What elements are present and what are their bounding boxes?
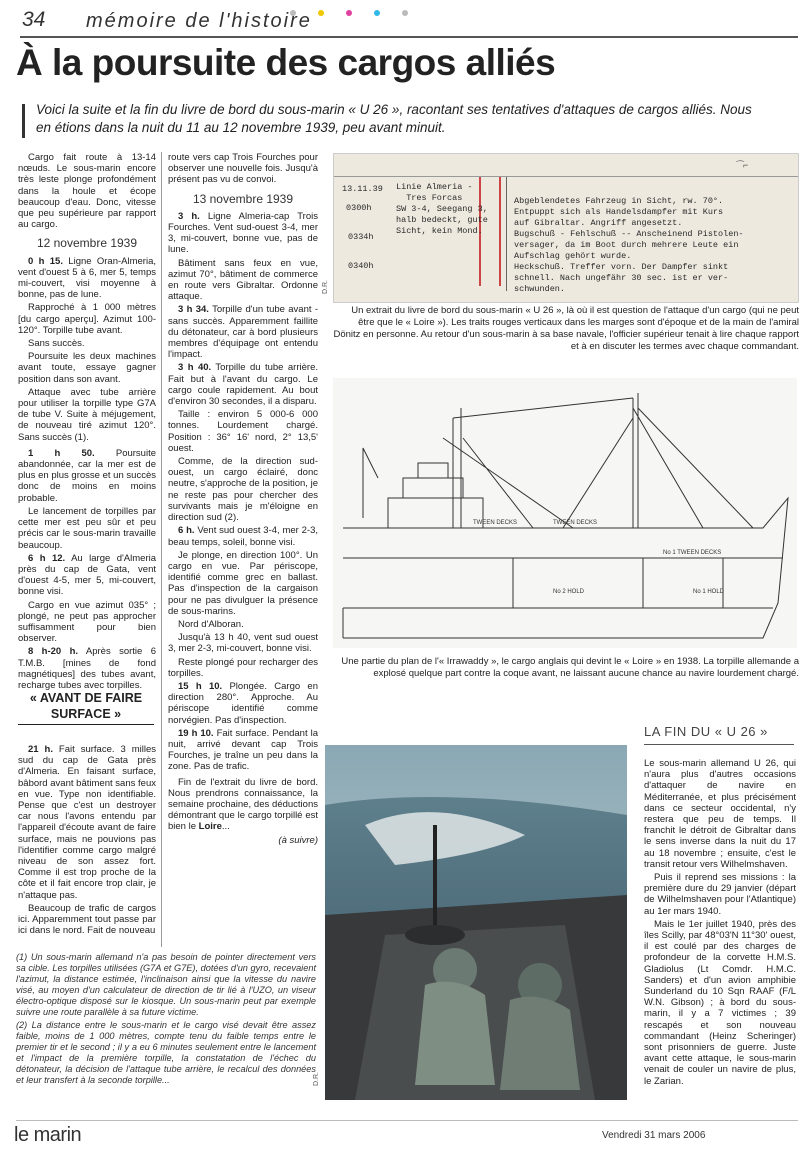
paragraph [18, 646, 156, 691]
magazine-logo: le marin [14, 1124, 82, 1146]
paragraph [18, 744, 156, 901]
logbook-date: 13.11.39 [342, 184, 383, 194]
ship-name: Loire [198, 821, 222, 833]
color-registration-dots [290, 3, 590, 9]
paragraph: Puis il reprend ses missions : la première dure du 29 janvier (départ de Wilhelmshaven pour l'Atlantique) au 1er mars 1940. [644, 872, 796, 917]
time-label: 0 h 15. [28, 255, 63, 267]
time-label: 6 h. [178, 525, 195, 537]
paragraph-text: Plongée. Cargo en direction 280°. Approche. Au périscope identifié comme norvégien. Pas d'inspection. [168, 680, 318, 726]
paragraph [168, 211, 318, 256]
caption-ship-plan: Une partie du plan de l'« Irrawaddy », le cargo anglais qui devint le « Loire » en 1938. La torpille allemande a explosé quelque part contre la coque avant, ne laissant aucune chance au navire lourdement chargé. [341, 656, 799, 679]
paragraph: Reste plongé pour recharger des torpilles. [168, 656, 318, 679]
footer-rule [16, 1120, 798, 1121]
rubric: mémoire de l'histoire [86, 10, 312, 32]
caption-logbook: Un extrait du livre de bord du sous-marin « U 26 », là où il est question de l'attaque d'un cargo (qui ne peut être que le « Loire »). Les traits rouges verticaux dans les marges sont d'époque et de la main de l'amiral Dönitz en personne. Au retour d'un sous-marin à sa base navale, l'officier supérieur tenait à lire chaque rapport et à en discuter les termes avec chaque commandant. [333, 305, 799, 352]
time-label: 15 h 10. [178, 680, 223, 692]
paragraph: Poursuite les deux machines avant toute, essaye gagner position dans son avant. [18, 351, 156, 385]
logbook-entries: Abgeblendetes Fahrzeug in Sicht, rw. 70°. Entpuppt sich als Handelsdampfer mit Kurs auf Gibraltar. Angriff angesetzt. Bugschuß - Fehlschuß -- Anscheinend Pistolen- versager, da im Boot durch mehrere Leute ein Aufschlag gehört wurde. Heckschuß. Treffer vorn. Der Dampfer sinkt schnell. Nach ungefähr 30 sec. ist er ver- schwunden. [514, 196, 744, 294]
time-label: 3 h 34. [178, 304, 209, 316]
paragraph [18, 256, 156, 301]
paragraph: Je plonge, en direction 100°. Un cargo en vue. Par périscope, identifié comme grec en ballast. Pas d'inspection de la cargaison pour ne pas divulguer la présence de sous-marins. [168, 549, 318, 617]
logbook-column-rule [506, 176, 507, 291]
paragraph: Nord d'Alboran. [178, 618, 244, 630]
column-1 [18, 152, 156, 693]
photo-credit: D.R. [313, 1072, 320, 1086]
logbook-row-rule [334, 176, 798, 177]
time-label: 19 h 10. [178, 727, 214, 739]
to-be-continued: (à suivre) [278, 834, 318, 846]
logbook-excerpt-image [333, 153, 799, 303]
paragraph: Sans succès. [28, 338, 85, 350]
section-date-heading: 12 novembre 1939 [36, 236, 138, 251]
paragraph [168, 525, 318, 547]
time-label: 1 h 50. [28, 447, 95, 459]
column-1-continued [18, 744, 156, 938]
paragraph [168, 362, 318, 407]
time-label: 21 h. [28, 744, 53, 755]
ellipsis: ... [221, 821, 230, 833]
paragraph: Beaucoup de trafic de cargos ici. Apparemment tout passe par ici dans le nord. Fait de nouveau [18, 902, 156, 937]
paragraph-text: Torpille du tube arrière. Fait but à l'avant du cargo. Le cargo coule rapidement. Au bout d'environ 30 secondes, il a disparu. [168, 362, 318, 408]
column-3 [644, 758, 796, 1089]
paragraph [168, 728, 318, 773]
subheading-box: « AVANT DE FAIRE SURFACE » [29, 691, 143, 721]
ship-plan-drawing [333, 378, 797, 648]
plan-label: TWEEN DECKS [473, 520, 518, 526]
paragraph-text: Ligne Almeria-cap Trois Fourches. Vent sud-ouest 3-4, mer 3, mi-couvert, bonne vue, pas de lune. [168, 210, 318, 256]
paragraph: Comme, de la direction sud-ouest, un cargo éclairé, donc neutre, s'approche de la position, je ne reste pas pour chercher des survivants mais je m'éloigne en direction sud (2). [168, 456, 318, 524]
intro-text: Voici la suite et la fin du livre de bord du sous-marin « U 26 », racontant ses tentatives d'attaques de cargos alliés. Nous en étions dans la nuit du 11 au 12 novembre 1939, peu avant minuit. [36, 102, 752, 135]
plan-label: TWEEN DECKS [553, 520, 598, 526]
time-label: 3 h 40. [178, 362, 212, 374]
issue-date: Vendredi 31 mars 2006 [602, 1130, 706, 1141]
photo-svg [325, 745, 627, 1100]
paragraph [168, 304, 318, 360]
plan-label: No 1 HOLD [693, 589, 725, 595]
paragraph-text: Après sortie 6 T.M.B. [mines de fond magnétiques] des tubes avant, recharge tubes avec torpilles. [18, 646, 156, 691]
paragraph: Rapproché à 1 000 mètres [du cargo aperçu]. Azimut 100-120°. Torpille tube avant. [18, 302, 156, 336]
time-label: 8 h-20 h. [28, 646, 79, 658]
paragraph [18, 448, 156, 504]
paragraph-text: Fait surface. Pendant la nuit, arrivé devant cap Trois Fourches, je traîne un peu dans la zone. Pas de trafic. [168, 727, 318, 773]
signature-scribble: ⌒⌐ [734, 160, 749, 170]
paragraph: Attaque avec tube arrière pour utiliser la torpille type G7A de tube V. Suite à méjugement, de nouveau tiré azimut 120°. Sans succès (1). [18, 386, 156, 443]
page-number: 34 [22, 8, 46, 31]
paragraph: Jusqu'à 13 h 40, vent sud ouest 3, mer 2-3, mi-couvert, bonne visi. [168, 632, 318, 655]
paragraph: Cargo en vue azimut 035° ; plongé, ne peut pas approcher suffisamment pour bien observer. [18, 599, 156, 645]
paragraph-text: Poursuite abandonnée, car la mer est de plus en plus grosse et un succès donc de moins en moins probable. [18, 447, 156, 504]
paragraph: route vers cap Trois Fourches pour observer une nouvelle fois. Jusqu'à présent pas vu de convoi. [168, 152, 318, 186]
paragraph-text: Torpille d'un tube avant - sans succès. Apparemment faillite du détonateur, car à bord plusieurs membres d'équipage ont entendu l'impact. [168, 304, 318, 361]
logbook-time: 0300h [346, 203, 372, 213]
logbook-time: 0334h [348, 232, 374, 242]
paragraph-text: Vent sud ouest 3-4, mer 2-3, beau temps, soleil, bonne visi. [168, 525, 318, 548]
sidebar-rule [644, 744, 794, 745]
plan-label: No 1 TWEEN DECKS [663, 550, 722, 556]
paragraph: Taille : environ 5 000-6 000 tonnes. Lourdement chargé. Position : 36° 16' nord, 2° 13,5' ouest. [168, 409, 318, 454]
subheading-rule [18, 724, 154, 725]
paragraph: Le sous-marin allemand U 26, qui n'aura plus d'autres occasions d'attaquer de navire en Méditerranée, et plus précisément dans ce secteur occidental, n'y restera que peu de temps. Il franchit le détroit de Gibraltar dans le sens inverse dans la nuit du 17 au 18 novembre ; ensuite, c'est le transit retour vers Wilhelmshaven. [644, 758, 796, 870]
paragraph: Bâtiment sans feux en vue, azimut 70°, bâtiment de commerce en route vers Gibraltar. Ordonne attaque. [168, 257, 318, 303]
column-2 [168, 152, 318, 848]
paragraph [18, 553, 156, 598]
column-divider [161, 152, 162, 947]
paragraph: Le lancement de torpilles par cette mer est peu sûr et peu précis car le sous-marin travaille beaucoup. [18, 505, 156, 551]
time-label: 6 h 12. [28, 552, 66, 564]
section-date-heading: 13 novembre 1939 [192, 191, 294, 206]
red-margin-line [499, 176, 501, 286]
ship-plan-svg [333, 378, 797, 648]
footnote: (1) Un sous-marin allemand n'a pas besoin de pointer directement vers sa cible. Les torpilles utilisées (G7A et G7E), dotées d'un gyro, recevaient l'azimut, la distance estimée, l'inclinaison ainsi que la vitesse du navire visé, au moyen d'un calculateur de direction de tir lié à l'UZO, un viseur électro-optique disposé sur le kiosque. Un sous-marin peut par exemple suivre une route parallèle à sa future victime. [16, 952, 316, 1017]
plan-label: No 2 HOLD [553, 589, 585, 595]
footnotes [16, 952, 316, 1088]
intro-bar [22, 104, 25, 138]
logbook-place: Linie Almeria - Tres Forcas SW 3-4, Seegang 3, halb bedeckt, gute Sicht, kein Mond. [396, 182, 488, 236]
paragraph [168, 681, 318, 726]
paragraph-text: Fin de l'extrait du livre de bord. Nous prendrons connaissance, la semaine prochaine, des déductions démontrant que le cargo torpillé est bien le [168, 776, 318, 833]
time-label: 3 h. [178, 210, 200, 222]
paragraph [168, 777, 318, 833]
logbook-time: 0340h [348, 261, 374, 271]
paragraph: Cargo fait route à 13-14 nœuds. Le sous-marin encore très leste plonge profondément dans la houle et écope beaucoup d'eau. Donc, vitesse que peu supérieure par rapport au cargo. [18, 152, 156, 231]
footnote: (2) La distance entre le sous-marin et le cargo visé devait être assez faible, moins de 1 000 mètres, compte tenu du faible temps entre le premier tir et le second ; il y a eu 6 minutes seulement entre le lancement et l'impact de la première torpille, la constatation de l'échec du détonateur, la décision de l'attaque tube arrière, le recalcul des données et leur transfert à la seconde torpille... [16, 1020, 316, 1085]
submarine-crew-photo [325, 745, 627, 1100]
paragraph-text: Fait surface. 3 milles sud du cap de Gata près d'Almeria. En faisant surface, bâbord avant bâtiment sans feux en vue. Type non identifiable. Pense que c'est un destroyer car nous l'avons entendu par l'appareil d'écoute avant de faire surface, mais ne pouvions pas l'identifier comme cargo malgré niveau de son assez fort. Comme il est trop proche de la côte et il fait encore trop clair, je n'attaque pas. [18, 744, 156, 901]
sidebar-title: LA FIN DU « U 26 » [644, 724, 768, 739]
paragraph-text: Ligne Oran-Almeria, vent d'ouest 5 à 6, mer 5, temps mi-couvert, visi moyenne à bonne, pas de lune. [18, 255, 156, 301]
header-rule [20, 36, 798, 38]
paragraph-text: Au large d'Almeria près du cap de Gata, vent d'ouest 4-5, mer 5, mi-couvert, bonne visi. [18, 552, 156, 598]
paragraph: Mais le 1er juillet 1940, près des îles Scilly, par 48°03'N 11°30' ouest, il est coulé par des charges de profondeur de la corvette H.M.S. Gladiolus (Lt Comdr. H.M.C. Sanders) et d'un avion amphibie Sunderland du 10 Sqn RAAF (F/L W.N. Gibson) ; à bord du sous-marin, il y a 7 victimes ; 39 rescapés et son nouveau commandant (Heinz Scheringer) sont prisonniers de guerre. Juste avant cette attaque, le sous-marin venait de couler un navire de plus, le Zarian. [644, 918, 796, 1087]
photo-credit: D.R. [322, 280, 329, 294]
page-title: À la poursuite des cargos alliés [16, 42, 556, 83]
